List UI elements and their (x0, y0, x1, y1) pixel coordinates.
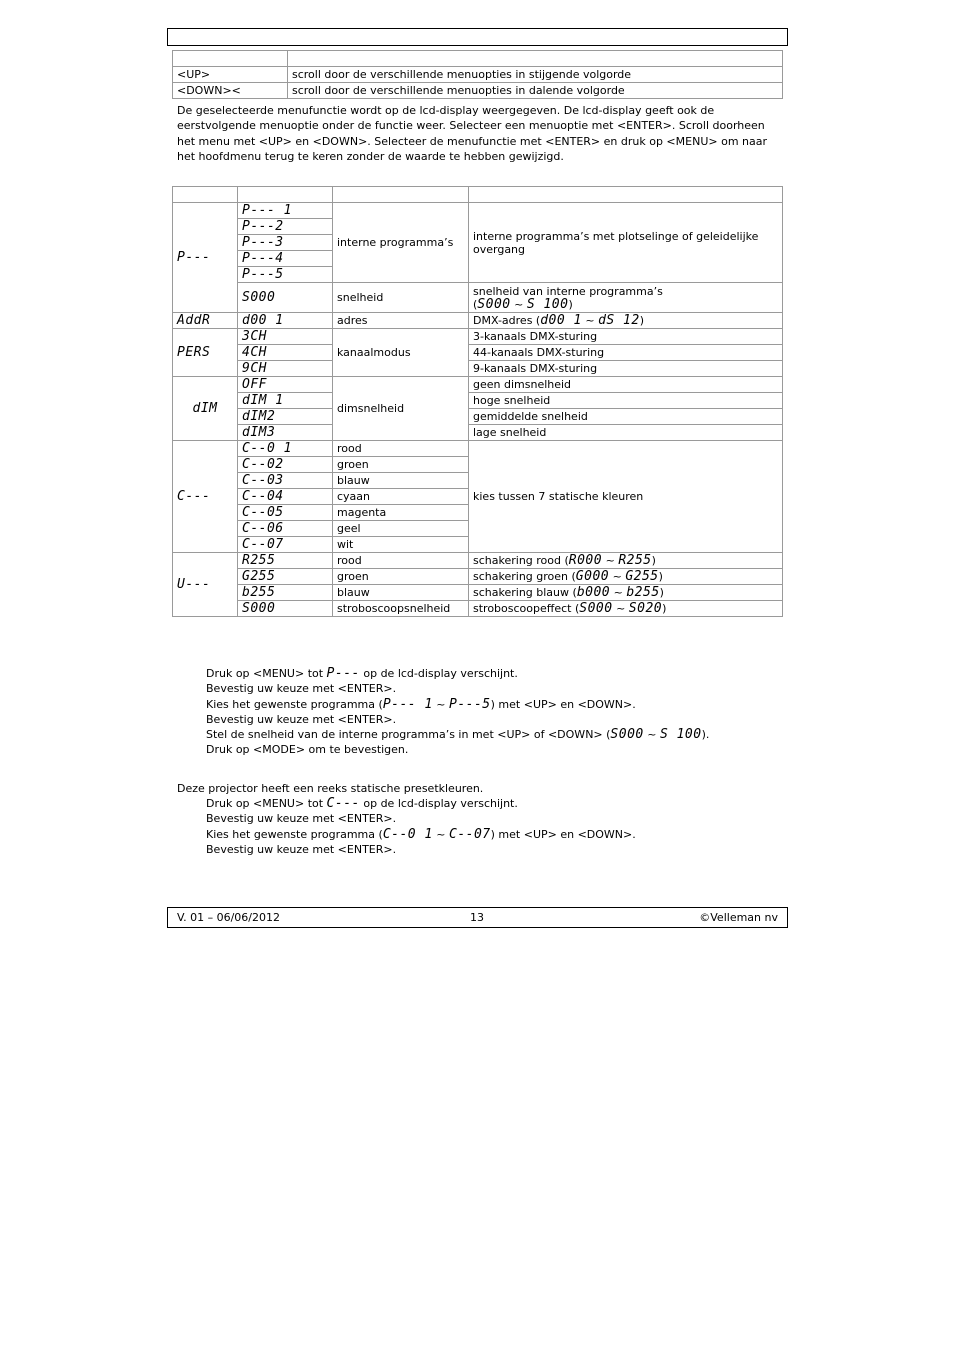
menu-code-cell: dIM (173, 377, 238, 441)
submenu-cell: 3CH (238, 329, 333, 345)
range-separator: ~ (585, 314, 595, 327)
range-end: R255 (618, 553, 652, 568)
description-text: DMX-adres ( (473, 314, 541, 327)
table-row (173, 441, 783, 457)
function-cell: groen (333, 457, 469, 473)
lcd-code: C--- (326, 796, 360, 811)
key-desc-cell: scroll door de verschillende menuopties in dalende volgorde (288, 83, 783, 99)
menu-code-cell: PERS (173, 329, 238, 377)
menu-code-cell: C--- (173, 441, 238, 553)
key-cell (173, 51, 288, 67)
submenu-cell: OFF (238, 377, 333, 393)
step-line: Bevestig uw keuze met <ENTER>. (206, 842, 397, 856)
description-cell: gemiddelde snelheid (469, 409, 783, 425)
menu-code-cell: AddR (173, 313, 238, 329)
function-cell: wit (333, 537, 469, 553)
submenu-cell: C--03 (238, 473, 333, 489)
step-line: Druk op <MENU> tot C--- op de lcd-display verschijnt. (206, 796, 518, 811)
submenu-cell: P--- 1 (238, 203, 333, 219)
lcd-code: S 100 (659, 727, 702, 743)
static-colors-intro: Deze projector heeft een reeks statische presetkleuren. (177, 782, 484, 795)
description-cell: kies tussen 7 statische kleuren (469, 441, 783, 553)
table-row (173, 313, 783, 329)
table-row (173, 569, 783, 585)
submenu-cell: S000 (238, 283, 333, 313)
submenu-cell: d00 1 (238, 313, 333, 329)
submenu-cell: S000 (238, 601, 333, 617)
function-cell: rood (333, 553, 469, 569)
range-end: dS 12 (598, 313, 640, 328)
range-start: S000 (579, 601, 613, 616)
function-cell: magenta (333, 505, 469, 521)
submenu-cell: C--06 (238, 521, 333, 537)
submenu-cell: P---3 (238, 235, 333, 251)
submenu-cell: dIM2 (238, 409, 333, 425)
function-cell: kanaalmodus (333, 329, 469, 377)
step-line: Druk op <MENU> tot P--- op de lcd-display verschijnt. (206, 666, 518, 681)
submenu-cell: dIM 1 (238, 393, 333, 409)
range-end: S020 (628, 601, 663, 616)
range-start: S000 (477, 296, 511, 312)
description-cell: 44-kanaals DMX-sturing (469, 345, 783, 361)
table-row (173, 67, 783, 83)
description-cell: schakering rood (R000 ~ R255) (469, 553, 783, 569)
step-line: Kies het gewenste programma (P--- 1 ~ P---5) met <UP> en <DOWN>. (206, 696, 636, 712)
description-text: schakering blauw ( (473, 586, 577, 599)
step-line: Bevestig uw keuze met <ENTER>. (206, 812, 397, 826)
table-row (173, 601, 783, 617)
lcd-code: C--0 1 (382, 826, 433, 842)
key-desc-cell (288, 51, 783, 67)
description-cell: interne programma’s met plotselinge of geleidelijke overgang (469, 203, 783, 283)
lcd-code: C--07 (449, 826, 491, 842)
submenu-cell: C--0 1 (238, 441, 333, 457)
table-row (173, 51, 783, 67)
table-row (173, 409, 783, 425)
submenu-cell: G255 (238, 569, 333, 585)
table-row (173, 283, 783, 313)
step-line: Druk op <MODE> om te bevestigen. (206, 743, 409, 757)
description-cell: lage snelheid (469, 425, 783, 441)
description-text: snelheid van interne programma’s (473, 284, 663, 298)
menu-code-cell: U--- (173, 553, 238, 617)
function-cell: interne programma’s (333, 203, 469, 283)
description-cell: stroboscoopeffect (S000 ~ S020) (469, 601, 783, 617)
submenu-cell: P---2 (238, 219, 333, 235)
key-cell: <UP> (173, 67, 288, 83)
description-text: schakering rood ( (473, 554, 569, 567)
footer (167, 907, 788, 928)
description-cell: schakering groen (G000 ~ G255) (469, 569, 783, 585)
description-cell: 9-kanaals DMX-sturing (469, 361, 783, 377)
table-row (173, 585, 783, 601)
table-row (173, 329, 783, 345)
header-box (167, 28, 788, 46)
table-row (173, 203, 783, 219)
function-cell: cyaan (333, 489, 469, 505)
submenu-cell: C--07 (238, 537, 333, 553)
submenu-cell: dIM3 (238, 425, 333, 441)
submenu-cell: R255 (238, 553, 333, 569)
submenu-cell: C--05 (238, 505, 333, 521)
submenu-cell: P---4 (238, 251, 333, 267)
step-line: Stel de snelheid van de interne programma’s in met <UP> of <DOWN> (S000 ~ S 100). (206, 727, 710, 743)
static-color-steps (206, 796, 766, 857)
lcd-code: P--- 1 (382, 696, 433, 712)
function-cell: blauw (333, 473, 469, 489)
function-cell: dimsnelheid (333, 377, 469, 441)
keys-table (172, 50, 783, 99)
description-text: stroboscoopeffect ( (473, 602, 580, 615)
table-row (173, 345, 783, 361)
description-cell: DMX-adres (d00 1 ~ dS 12) (469, 313, 783, 329)
description-cell: geen dimsnelheid (469, 377, 783, 393)
footer-version: V. 01 – 06/06/2012 (177, 911, 280, 924)
table-row (173, 425, 783, 441)
range-end: G255 (625, 569, 659, 584)
function-cell: adres (333, 313, 469, 329)
range-start: d00 1 (540, 313, 582, 328)
table-row (173, 393, 783, 409)
table-row (173, 361, 783, 377)
menu-table (172, 186, 783, 617)
table-header-row (173, 187, 783, 203)
lcd-code: P--- (326, 666, 360, 681)
key-desc-cell: scroll door de verschillende menuopties in stijgende volgorde (288, 67, 783, 83)
menu-code-cell: P--- (173, 203, 238, 313)
submenu-cell: 9CH (238, 361, 333, 377)
range-start: R000 (568, 553, 603, 568)
function-cell: snelheid (333, 283, 469, 313)
step-line: Bevestig uw keuze met <ENTER>. (206, 712, 397, 726)
description-cell: snelheid van interne programma’s (S000 ~ S 100) (469, 283, 783, 313)
range-end: b255 (626, 585, 660, 600)
key-cell: <DOWN>< (173, 83, 288, 99)
function-cell: rood (333, 441, 469, 457)
program-steps (206, 666, 766, 758)
range-separator: ~ (514, 297, 524, 311)
table-row (173, 83, 783, 99)
submenu-cell: C--04 (238, 489, 333, 505)
submenu-cell: C--02 (238, 457, 333, 473)
description-cell: 3-kanaals DMX-sturing (469, 329, 783, 345)
submenu-cell: b255 (238, 585, 333, 601)
footer-copyright: ©Velleman nv (699, 911, 778, 924)
description-text: schakering groen ( (473, 570, 576, 583)
lcd-code: P---5 (449, 696, 491, 712)
intro-paragraph: De geselecteerde menufunctie wordt op de lcd-display weergegeven. De lcd-display geeft ook de eerstvolgende menuoptie onder de functie weer. Selecteer een menuoptie met <ENTER>. Scroll doorheen het menu met <UP> en <DOWN>. Selecteer de menufunctie met <ENTER> en druk op <MENU> om naar het hoofdmenu terug te keren zonder de waarde te hebben gewijzigd. (177, 104, 768, 163)
description-cell: hoge snelheid (469, 393, 783, 409)
description-cell: schakering blauw (b000 ~ b255) (469, 585, 783, 601)
table-row (173, 553, 783, 569)
submenu-cell: P---5 (238, 267, 333, 283)
function-cell: blauw (333, 585, 469, 601)
submenu-cell: 4CH (238, 345, 333, 361)
step-line: Kies het gewenste programma (C--0 1 ~ C--07) met <UP> en <DOWN>. (206, 826, 636, 842)
step-line: Bevestig uw keuze met <ENTER>. (206, 682, 397, 696)
function-cell: stroboscoopsnelheid (333, 601, 469, 617)
range-start: b000 (576, 585, 611, 600)
function-cell: geel (333, 521, 469, 537)
range-start: G000 (575, 569, 610, 584)
function-cell: groen (333, 569, 469, 585)
page-number: 13 (470, 911, 484, 924)
range-end: S 100 (526, 296, 569, 312)
lcd-code: S000 (610, 727, 644, 743)
table-row (173, 377, 783, 393)
